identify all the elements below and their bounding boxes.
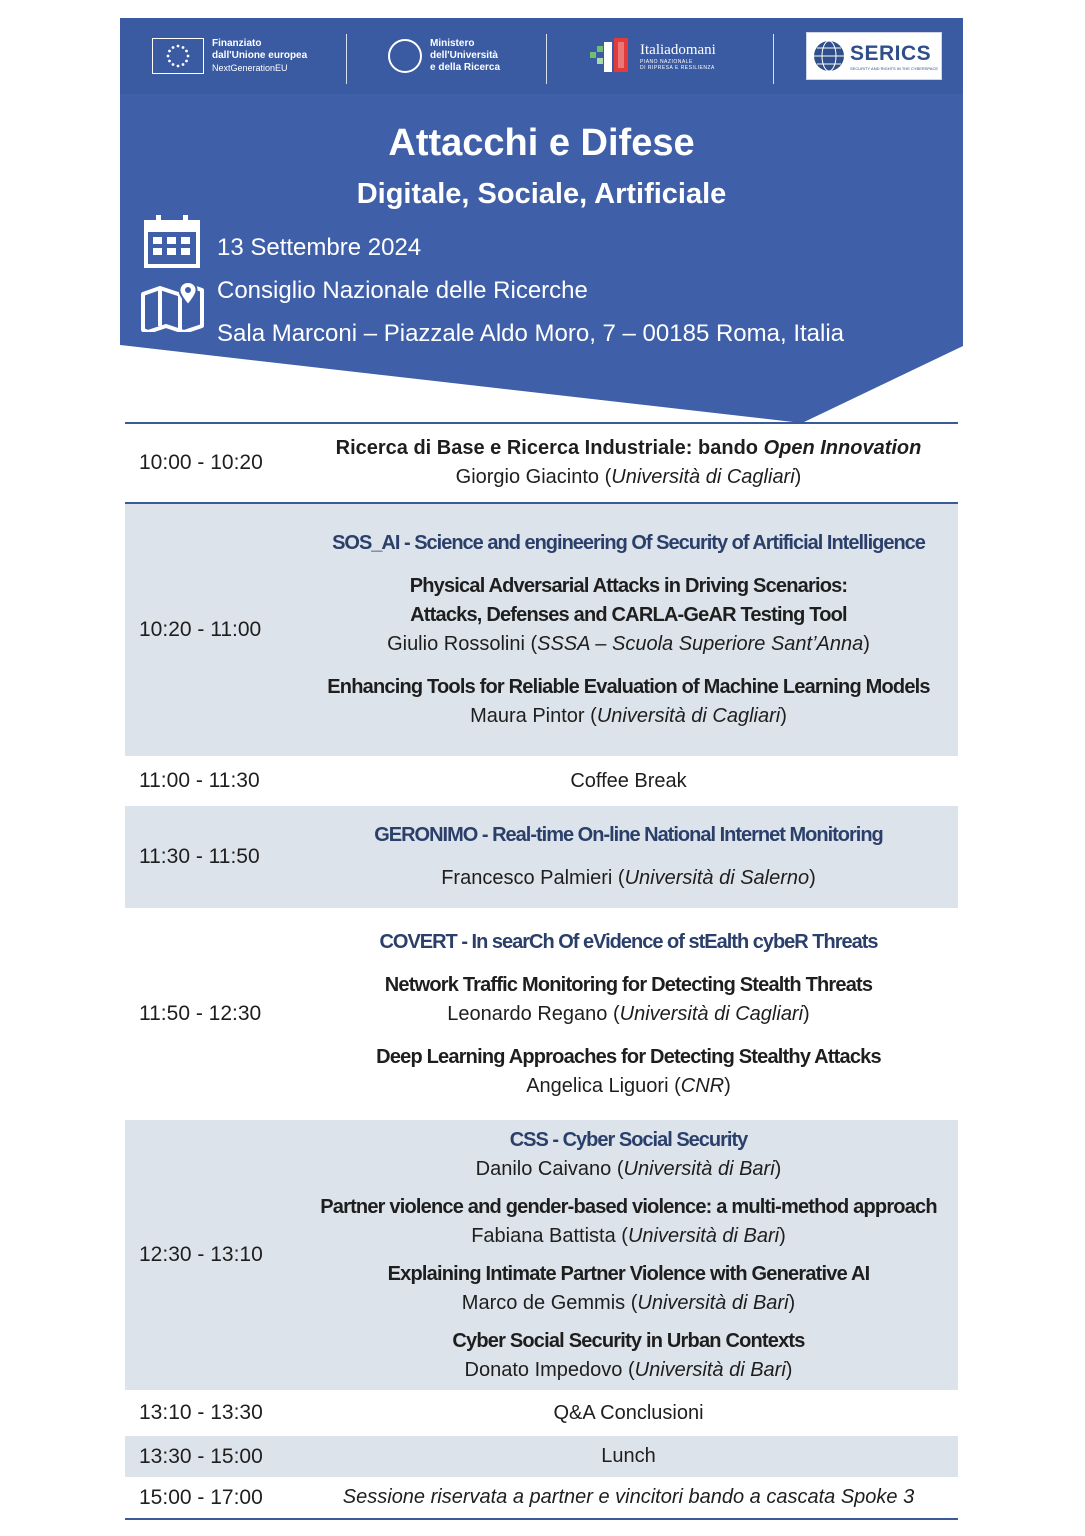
session-content	[299, 503, 958, 756]
event-subtitle: Digitale, Sociale, Artificiale	[356, 178, 727, 210]
speaker-affiliation: Università di Bari	[634, 1358, 786, 1381]
speaker-affiliation: Università di Salerno	[624, 867, 810, 889]
globe-icon	[812, 39, 846, 73]
serics-name: SERICS	[850, 41, 932, 65]
agenda-row	[125, 908, 958, 1120]
event-title: Attacchi e Difese	[388, 122, 695, 164]
italiadomani-sub1: PIANO NAZIONALE	[640, 58, 693, 65]
paren-close: )	[774, 1157, 782, 1180]
session-content	[299, 423, 958, 503]
session-content	[299, 908, 958, 1120]
project-title: SOS_AI - Science and engineering Of Security of Artificial Intelligence	[332, 532, 925, 554]
map-pin-icon	[140, 280, 206, 332]
paren-close: )	[780, 705, 787, 727]
ministero-line2: dell'Università	[430, 50, 498, 61]
agenda-row	[125, 1436, 958, 1477]
session-time: 10:20 - 11:00	[125, 503, 299, 756]
session-time: 15:00 - 17:00	[125, 1477, 299, 1519]
speaker-affiliation: Università di Bari	[627, 1224, 780, 1247]
eu-line2: dall'Unione europea	[212, 50, 308, 61]
event-date: 13 Settembre 2024	[217, 234, 422, 261]
paren-close: )	[803, 1002, 810, 1025]
event-venue: Consiglio Nazionale delle Ricerche	[217, 277, 588, 304]
talk-title: Cyber Social Security in Urban Contexts	[452, 1329, 805, 1352]
speaker-name: Fabiana Battista (	[471, 1224, 628, 1247]
talk-title: Network Traffic Monitoring for Detecting Stealth Threats	[384, 973, 873, 996]
agenda-row	[125, 503, 958, 756]
session-label: Coffee Break	[570, 769, 687, 792]
paren-close: )	[779, 1224, 786, 1247]
speaker-name: Giulio Rossolini (	[387, 633, 538, 655]
logo-divider	[546, 34, 547, 84]
paren-close: )	[788, 1291, 796, 1314]
speaker-affiliation: Università di Cagliari	[619, 1002, 804, 1025]
session-content	[299, 806, 958, 908]
agenda-table	[125, 422, 958, 1520]
session-time: 11:30 - 11:50	[125, 806, 299, 908]
paren-close: )	[809, 867, 816, 889]
talk-title: Partner violence and gender-based violence: a multi-method approach	[320, 1195, 937, 1218]
serics-sub: SECURITY AND RIGHTS IN THE CYBERSPACE	[850, 65, 939, 71]
logo-divider	[346, 34, 347, 84]
paren-close: )	[863, 633, 870, 655]
session-time: 12:30 - 13:10	[125, 1120, 299, 1390]
speaker-affiliation: Università di Bari	[623, 1157, 775, 1180]
agenda-row	[125, 1120, 958, 1390]
session-label: Sessione riservata a partner e vincitori bando a cascata Spoke 3	[299, 1477, 958, 1519]
logo-bar	[120, 18, 963, 94]
italia-flag-icon	[588, 36, 634, 76]
italiadomani-name: Italiadomani	[640, 41, 716, 58]
paren-close: )	[785, 1358, 793, 1381]
session-time: 10:00 - 10:20	[125, 423, 299, 503]
session-time: 13:10 - 13:30	[139, 1401, 263, 1424]
talk-title: Deep Learning Approaches for Detecting Stealthy Attacks	[376, 1045, 881, 1068]
project-title: GERONIMO - Real-time On-line National Internet Monitoring	[374, 824, 883, 846]
session-time: 11:50 - 12:30	[139, 1002, 262, 1025]
speaker-name: Angelica Liguori (	[526, 1074, 681, 1097]
talk-title-line2: Attacks, Defenses and CARLA-GeAR Testing Tool	[410, 604, 847, 626]
eu-logo	[152, 18, 307, 94]
talk-title: Physical Adversarial Attacks in Driving Scenarios:	[409, 575, 848, 597]
logo-divider	[773, 34, 774, 84]
serics-logo	[806, 18, 942, 94]
speaker-name: Danilo Caivano (	[475, 1157, 624, 1180]
session-time: 13:30 - 15:00	[125, 1436, 299, 1477]
speaker-name: Francesco Palmieri (	[441, 867, 625, 889]
ministero-line3: e della Ricerca	[430, 62, 501, 73]
talk-title: Ricerca di Base e Ricerca Industriale: bando	[335, 437, 764, 459]
agenda-row	[125, 1477, 958, 1519]
session-label: Lunch	[299, 1436, 958, 1477]
italiadomani-sub2: DI RIPRESA E RESILIENZA	[640, 64, 715, 71]
republic-seal-icon	[388, 39, 422, 73]
italiadomani-logo	[588, 18, 716, 94]
speaker-affiliation: Università di Cagliari	[596, 705, 781, 727]
eu-line3: NextGenerationEU	[212, 63, 288, 73]
talk-title-emphasis: Open Innovation	[763, 437, 922, 459]
eu-flag-icon	[152, 38, 204, 74]
agenda-row	[125, 756, 958, 806]
eu-line1: Finanziato	[212, 38, 262, 49]
paren-close: )	[794, 466, 802, 488]
session-content	[299, 1120, 958, 1390]
session-label: Q&A Conclusioni	[553, 1401, 704, 1424]
speaker-name: Leonardo Regano (	[447, 1002, 620, 1025]
speaker-name: Maura Pintor (	[470, 705, 597, 727]
calendar-icon	[144, 214, 200, 268]
speaker-name: Giorgio Giacinto (	[455, 466, 612, 488]
agenda-row	[125, 1390, 958, 1436]
speaker-affiliation: Università di Bari	[637, 1291, 789, 1314]
project-title: CSS - Cyber Social Security	[509, 1128, 748, 1151]
talk-title: Enhancing Tools for Reliable Evaluation of Machine Learning Models	[327, 676, 930, 698]
ministero-line1: Ministero	[430, 38, 475, 49]
paren-close: )	[724, 1074, 731, 1097]
speaker-affiliation: Università di Cagliari	[611, 466, 795, 488]
speaker-affiliation: CNR	[680, 1074, 725, 1097]
session-time: 11:00 - 11:30	[139, 769, 260, 792]
agenda-row	[125, 806, 958, 908]
speaker-name: Donato Impedovo (	[464, 1358, 635, 1381]
header-banner	[120, 18, 963, 423]
project-title: COVERT - In searCh Of eVidence of stEalth cybeR Threats	[379, 930, 878, 953]
speaker-name: Marco de Gemmis (	[461, 1291, 638, 1314]
ministero-logo	[388, 18, 500, 94]
talk-title: Explaining Intimate Partner Violence with Generative AI	[387, 1262, 870, 1285]
agenda-row	[125, 423, 958, 503]
speaker-affiliation: SSSA – Scuola Superiore Sant’Anna	[537, 633, 864, 655]
event-address: Sala Marconi – Piazzale Aldo Moro, 7 – 00185 Roma, Italia	[217, 320, 845, 347]
